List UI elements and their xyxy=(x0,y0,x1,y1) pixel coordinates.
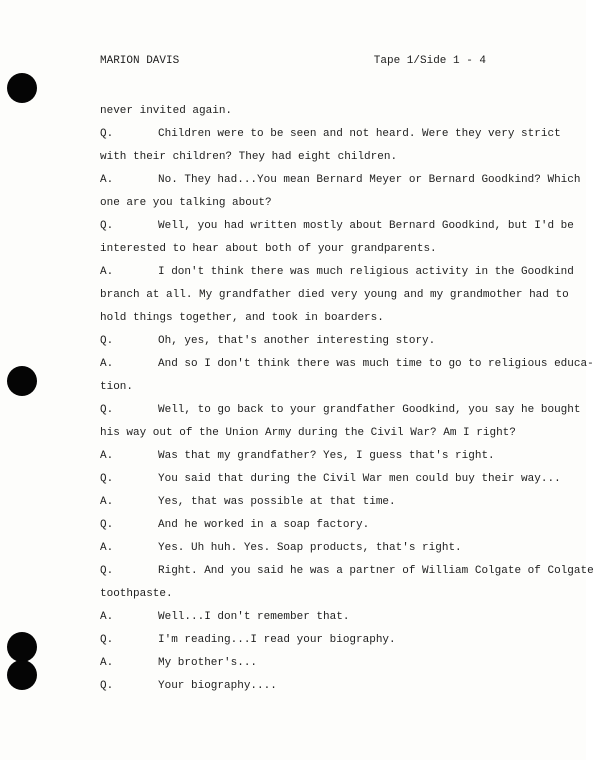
binder-hole xyxy=(7,632,37,662)
speaker-label: Q. xyxy=(100,220,114,232)
transcript-line xyxy=(100,514,540,537)
speaker-label: A. xyxy=(100,266,114,278)
speaker-label: Q. xyxy=(100,473,114,485)
transcript-line xyxy=(100,629,540,652)
transcript-line xyxy=(100,422,540,445)
speaker-label: A. xyxy=(100,542,114,554)
speaker-label: A. xyxy=(100,496,114,508)
line-text: tion. xyxy=(100,381,134,393)
transcript-line xyxy=(100,330,540,353)
speaker-label: Q. xyxy=(100,128,114,140)
line-text: My brother's... xyxy=(158,657,258,669)
line-text: toothpaste. xyxy=(100,588,173,600)
line-text: Yes. Uh huh. Yes. Soap products, that's right. xyxy=(158,542,462,554)
transcript-line xyxy=(100,215,574,238)
transcript-line xyxy=(100,652,540,675)
speaker-label: Q. xyxy=(100,404,114,416)
transcript-line xyxy=(100,238,540,261)
line-text: Your biography.... xyxy=(158,680,277,692)
line-text: branch at all. My grandfather died very young and my grandmother had to xyxy=(100,289,569,301)
speaker-label: A. xyxy=(100,657,114,669)
line-text: one are you talking about? xyxy=(100,197,272,209)
transcript-line xyxy=(100,583,540,606)
line-text: Well...I don't remember that. xyxy=(158,611,350,623)
line-text: Well, to go back to your grandfather Goodkind, you say he bought xyxy=(158,404,581,416)
transcript-line xyxy=(100,192,540,215)
speaker-label: Q. xyxy=(100,680,114,692)
transcript-line xyxy=(100,169,581,192)
speaker-label: Q. xyxy=(100,335,114,347)
transcript-line xyxy=(100,606,540,629)
transcript-body xyxy=(100,100,594,698)
speaker-label: A. xyxy=(100,174,114,186)
transcript-line xyxy=(100,491,540,514)
transcript-line xyxy=(100,123,561,146)
line-text: Yes, that was possible at that time. xyxy=(158,496,396,508)
binder-hole xyxy=(7,73,37,103)
tape-side-page: Tape 1/Side 1 - 4 xyxy=(373,55,486,67)
transcript-line xyxy=(100,468,561,491)
line-text: And so I don't think there was much time to go to religious educa- xyxy=(158,358,594,370)
transcript-line xyxy=(100,284,569,307)
speaker-label: A. xyxy=(100,358,114,370)
line-text: Right. And you said he was a partner of William Colgate of Colgate xyxy=(158,565,594,577)
line-text: No. They had...You mean Bernard Meyer or Bernard Goodkind? Which xyxy=(158,174,581,186)
transcript-line xyxy=(100,675,540,698)
line-text: Oh, yes, that's another interesting story. xyxy=(158,335,436,347)
line-text: You said that during the Civil War men could buy their way... xyxy=(158,473,561,485)
line-text: his way out of the Union Army during the Civil War? Am I right? xyxy=(100,427,516,439)
line-text: I'm reading...I read your biography. xyxy=(158,634,396,646)
line-text: with their children? They had eight children. xyxy=(100,151,398,163)
binder-hole xyxy=(7,660,37,690)
line-text: hold things together, and took in boarders. xyxy=(100,312,384,324)
transcript-line xyxy=(100,560,594,583)
speaker-label: Q. xyxy=(100,634,114,646)
transcript-line xyxy=(100,261,574,284)
line-text: Was that my grandfather? Yes, I guess that's right. xyxy=(158,450,495,462)
transcript-line xyxy=(100,537,540,560)
speaker-label: A. xyxy=(100,611,114,623)
line-text: never invited again. xyxy=(100,105,233,117)
transcript-line xyxy=(100,307,540,330)
binder-hole xyxy=(7,366,37,396)
transcript-line xyxy=(100,445,540,468)
line-text: Children were to be seen and not heard. Were they very strict xyxy=(158,128,561,140)
transcript-line xyxy=(100,399,581,422)
line-text: And he worked in a soap factory. xyxy=(158,519,370,531)
speaker-label: Q. xyxy=(100,519,114,531)
line-text: I don't think there was much religious activity in the Goodkind xyxy=(158,266,574,278)
transcript-line xyxy=(100,146,540,169)
transcript-line xyxy=(100,100,540,123)
transcript-line xyxy=(100,376,540,399)
line-text: Well, you had written mostly about Bernard Goodkind, but I'd be xyxy=(158,220,574,232)
interviewee-name: MARION DAVIS xyxy=(100,55,180,67)
transcript-line xyxy=(100,353,594,376)
speaker-label: Q. xyxy=(100,565,114,577)
line-text: interested to hear about both of your grandparents. xyxy=(100,243,437,255)
speaker-label: A. xyxy=(100,450,114,462)
